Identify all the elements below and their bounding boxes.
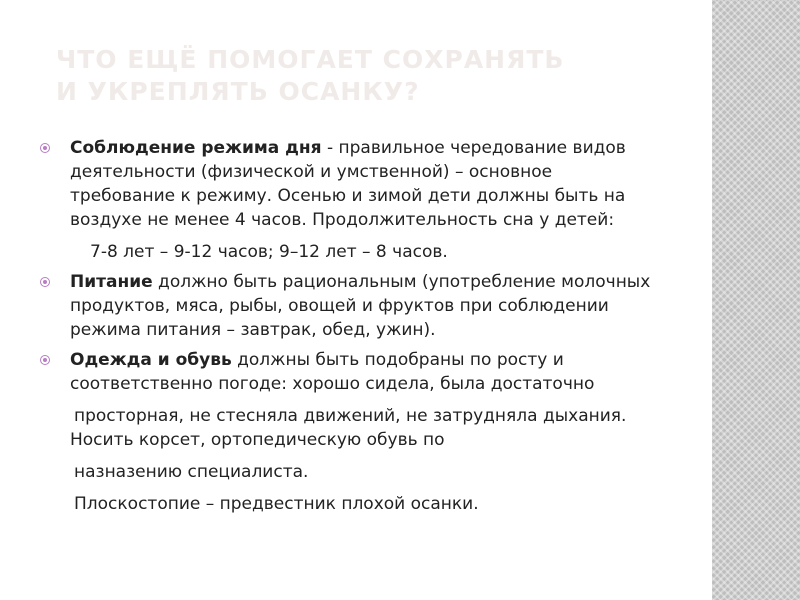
item-line: [70, 348, 730, 372]
list-item-nutrition: [40, 270, 730, 342]
title-line-2: И УКРЕПЛЯТЬ ОСАНКУ?: [56, 77, 420, 106]
item-text: - правильное чередование видов: [321, 138, 626, 158]
item-text: деятельности (физической и умственной) – основное: [70, 162, 553, 182]
item-text: Плоскостопие – предвестник плохой осанки.: [74, 494, 479, 514]
item-text: просторная, не стесняла движений, не затрудняла дыхания.: [74, 406, 627, 426]
item-text: должно быть рациональным (употребление молочных: [152, 272, 651, 292]
item-line: [70, 270, 730, 294]
bullet-icon: [40, 277, 50, 287]
list-item-regime: [40, 136, 730, 264]
bullet-icon: [40, 143, 50, 153]
bullet-icon: [40, 355, 50, 365]
item-text: назназению специалиста.: [74, 462, 309, 482]
slide-body: [40, 136, 730, 522]
item-text: воздухе не менее 4 часов. Продолжительность сна у детей:: [70, 210, 615, 230]
item-text: требование к режиму. Осенью и зимой дети должны быть на: [70, 186, 626, 206]
item-line: [70, 136, 730, 160]
item-text: режима питания – завтрак, обед, ужин).: [70, 320, 436, 340]
item-text: соответственно погоде: хорошо сидела, была достаточно: [70, 374, 595, 394]
item-heading: Питание: [70, 272, 153, 292]
title-line-1: ЧТО ЕЩЁ ПОМОГАЕТ СОХРАНЯТЬ: [56, 45, 565, 74]
item-text: должны быть подобраны по росту и: [231, 350, 564, 370]
list-item-clothing: [40, 348, 730, 516]
item-text: 7-8 лет – 9-12 часов; 9–12 лет – 8 часов.: [90, 242, 448, 262]
item-text: продуктов, мяса, рыбы, овощей и фруктов при соблюдении: [70, 296, 609, 316]
item-heading: Одежда и обувь: [70, 350, 232, 370]
item-heading: Соблюдение режима дня: [70, 138, 322, 158]
slide-title: [56, 44, 696, 108]
item-text: Носить корсет, ортопедическую обувь по: [70, 430, 445, 450]
